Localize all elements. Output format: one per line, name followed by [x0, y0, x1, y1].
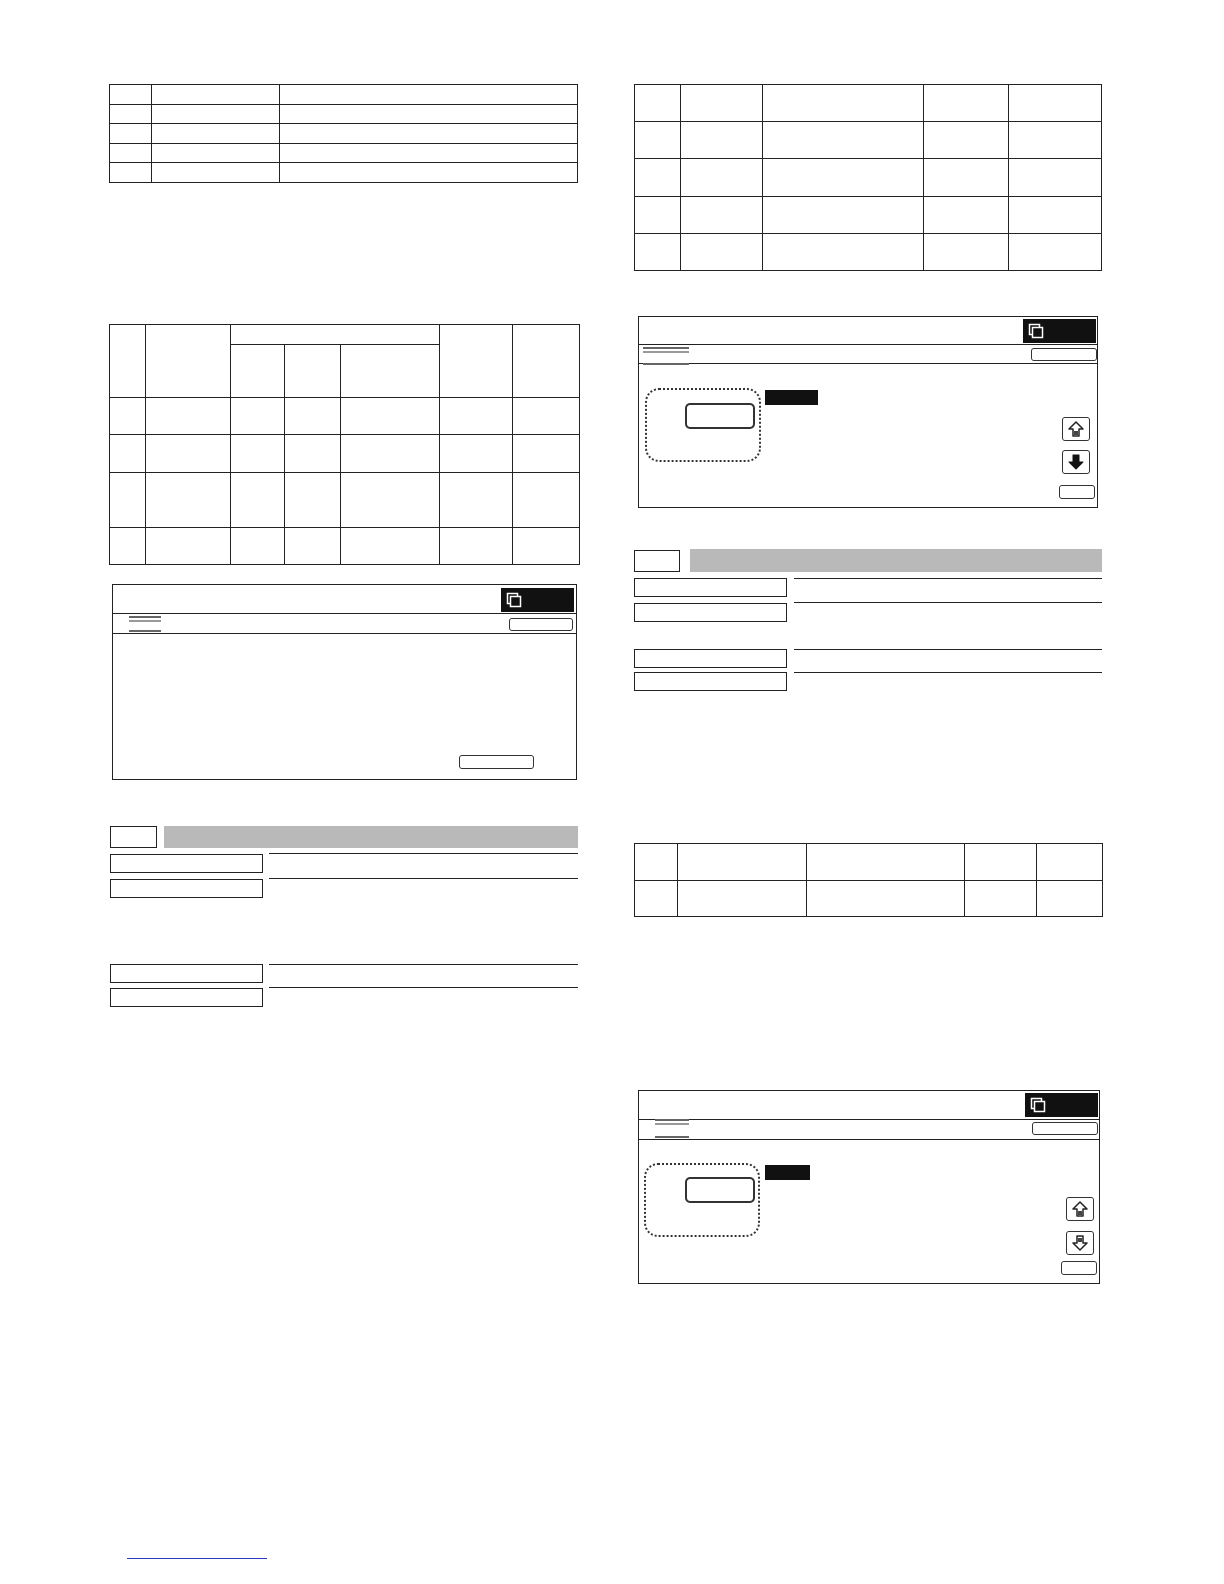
ok-button[interactable]	[1061, 1261, 1097, 1275]
table-row	[110, 104, 578, 124]
section-number-box	[634, 550, 680, 572]
item-line	[794, 578, 1102, 579]
table-row	[635, 196, 1102, 233]
table-row	[110, 435, 580, 472]
item-line	[794, 602, 1102, 603]
item-line	[794, 672, 1102, 673]
menu-lines-icon	[129, 616, 161, 624]
table-row	[110, 124, 578, 144]
down-button[interactable]	[1066, 1231, 1094, 1255]
table-row	[635, 85, 1102, 122]
value-badge	[765, 390, 818, 405]
table-row	[110, 472, 580, 527]
table-row	[635, 122, 1102, 159]
item-label-box	[110, 964, 263, 983]
table-row	[110, 163, 578, 183]
table-2	[109, 324, 580, 565]
ok-button[interactable]	[1059, 485, 1095, 499]
table-row	[110, 143, 578, 163]
copy-icon	[1030, 1097, 1046, 1113]
header-divider	[639, 344, 1097, 345]
item-label-box	[634, 672, 787, 691]
item-line	[269, 964, 578, 965]
table-row	[110, 85, 578, 105]
menu-lines-icon	[643, 347, 689, 355]
menu-lines-icon	[129, 630, 161, 634]
arrow-up-icon	[1067, 420, 1085, 438]
table-row	[110, 398, 580, 435]
table-row	[635, 233, 1102, 270]
item-label-box	[634, 649, 787, 668]
header-button[interactable]	[509, 618, 573, 631]
header-divider	[639, 1119, 1099, 1120]
table-row	[110, 527, 580, 564]
arrow-down-icon	[1067, 453, 1085, 471]
table-1	[109, 84, 578, 183]
item-label-box	[110, 988, 263, 1007]
value-field[interactable]	[685, 403, 755, 429]
item-label-box	[634, 603, 787, 622]
copy-icon	[1028, 323, 1044, 339]
status-badge	[1025, 1093, 1098, 1117]
section-header-bar	[690, 549, 1102, 572]
section-header-bar	[164, 826, 578, 848]
item-line	[269, 878, 578, 879]
table-3	[634, 84, 1102, 271]
status-badge	[1023, 319, 1096, 343]
subheader-divider	[113, 633, 576, 634]
item-label-box	[634, 578, 787, 597]
up-button[interactable]	[1066, 1197, 1094, 1221]
screen-2	[638, 316, 1098, 508]
table-row	[635, 159, 1102, 196]
item-line	[794, 649, 1102, 650]
item-line	[269, 987, 578, 988]
copy-icon	[506, 592, 522, 608]
table-row	[635, 844, 1103, 881]
value-badge	[765, 1165, 810, 1180]
screen-1	[112, 584, 577, 780]
menu-lines-icon	[655, 1119, 689, 1127]
table-header-row	[110, 325, 580, 345]
arrow-up-icon	[1071, 1200, 1089, 1218]
item-label-box	[110, 854, 263, 873]
arrow-down-icon	[1071, 1234, 1089, 1252]
header-button[interactable]	[1031, 348, 1097, 361]
up-button[interactable]	[1062, 417, 1090, 441]
header-button[interactable]	[1032, 1122, 1098, 1135]
header-divider	[113, 613, 576, 614]
value-field[interactable]	[685, 1177, 755, 1203]
footer-button[interactable]	[459, 755, 534, 769]
status-badge	[501, 588, 574, 612]
item-label-box	[110, 879, 263, 898]
down-button[interactable]	[1062, 450, 1090, 474]
menu-lines-icon	[643, 363, 689, 367]
table-row	[635, 880, 1103, 917]
section-number-box	[110, 826, 157, 848]
item-line	[269, 853, 578, 854]
subheader-divider	[639, 363, 1097, 364]
subheader-divider	[639, 1139, 1099, 1140]
screen-3	[638, 1090, 1100, 1284]
table-4	[634, 843, 1103, 917]
menu-lines-icon	[655, 1136, 689, 1140]
footer-link[interactable]	[127, 1558, 267, 1559]
